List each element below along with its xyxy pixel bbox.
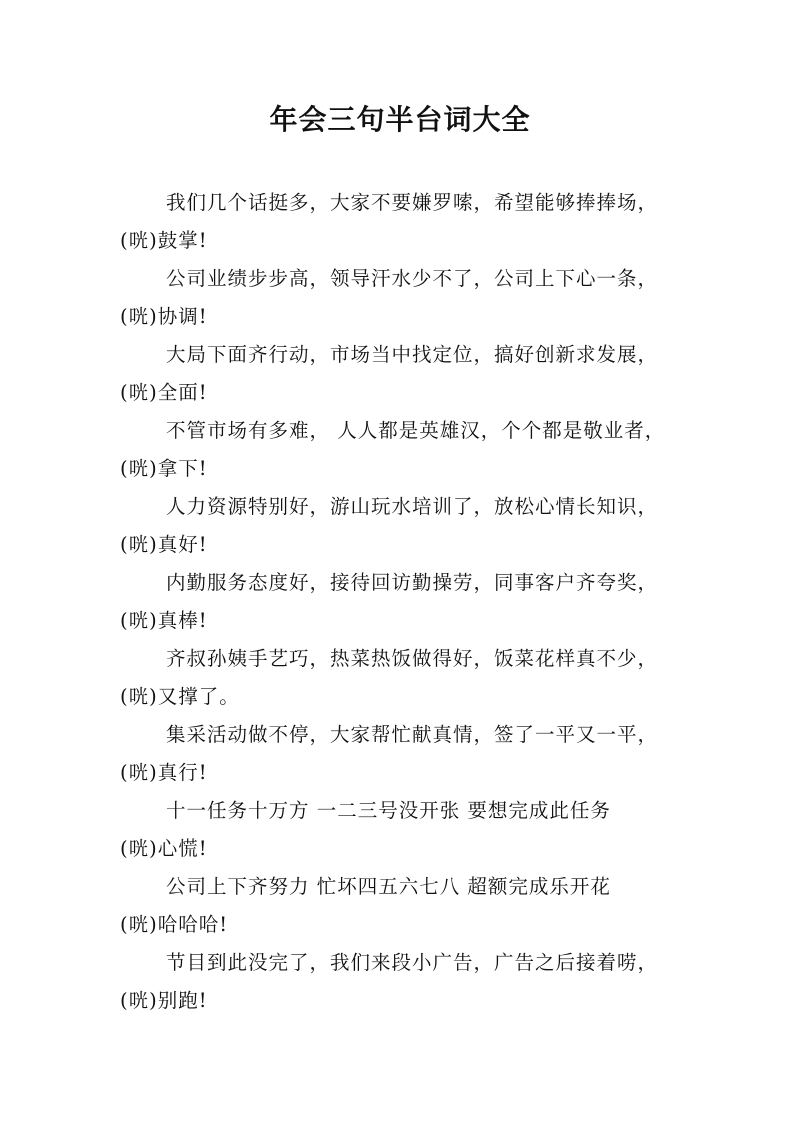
- document-title: 年会三句半台词大全: [269, 103, 531, 136]
- stanza-punchline: (咣)全面!: [120, 381, 208, 404]
- stanza-line: 我们几个话挺多，大家不要嫌罗嗦，希望能够捧捧场，: [166, 191, 659, 214]
- document-body: [120, 184, 700, 1020]
- stanza-punchline: (咣)拿下!: [120, 457, 208, 480]
- stanza-punchline: (咣)鼓掌!: [120, 229, 208, 252]
- stanza: [120, 336, 700, 412]
- stanza: [120, 640, 700, 716]
- stanza-punchline: (咣)真行!: [120, 761, 208, 784]
- stanza: [120, 488, 700, 564]
- stanza-line: 集采活动做不停，大家帮忙献真情，签了一平又一平，: [166, 723, 659, 746]
- stanza-punchline: (咣)协调!: [120, 305, 208, 328]
- stanza-line: 十一任务十万方 一二三号没开张 要想完成此任务: [166, 799, 611, 822]
- stanza-line: 节目到此没完了，我们来段小广告，广告之后接着唠，: [166, 951, 659, 974]
- stanza-punchline: (咣)真好!: [120, 533, 208, 556]
- stanza-line: 公司业绩步步高，领导汗水少不了，公司上下心一条，: [166, 267, 659, 290]
- stanza-line: 不管市场有多难， 人人都是英雄汉，个个都是敬业者，: [166, 419, 666, 442]
- stanza: [120, 944, 700, 1020]
- stanza: [120, 564, 700, 640]
- stanza: [120, 792, 700, 868]
- stanza: [120, 184, 700, 260]
- stanza: [120, 868, 700, 944]
- stanza: [120, 260, 700, 336]
- stanza-line: 齐叔孙姨手艺巧，热菜热饭做得好，饭菜花样真不少，: [166, 647, 659, 670]
- stanza-punchline: (咣)哈哈哈!: [120, 913, 229, 936]
- stanza: [120, 716, 700, 792]
- stanza-line: 公司上下齐努力 忙坏四五六七八 超额完成乐开花: [166, 875, 611, 898]
- stanza-line: 内勤服务态度好，接待回访勤操劳，同事客户齐夸奖，: [166, 571, 659, 594]
- stanza-punchline: (咣)真棒!: [120, 609, 208, 632]
- stanza: [120, 412, 700, 488]
- stanza-punchline: (咣)别跑!: [120, 989, 208, 1012]
- stanza-line: 大局下面齐行动，市场当中找定位，搞好创新求发展，: [166, 343, 659, 366]
- stanza-line: 人力资源特别好，游山玩水培训了，放松心情长知识，: [166, 495, 659, 518]
- stanza-punchline: (咣)又撑了。: [120, 685, 240, 708]
- stanza-punchline: (咣)心慌!: [120, 837, 208, 860]
